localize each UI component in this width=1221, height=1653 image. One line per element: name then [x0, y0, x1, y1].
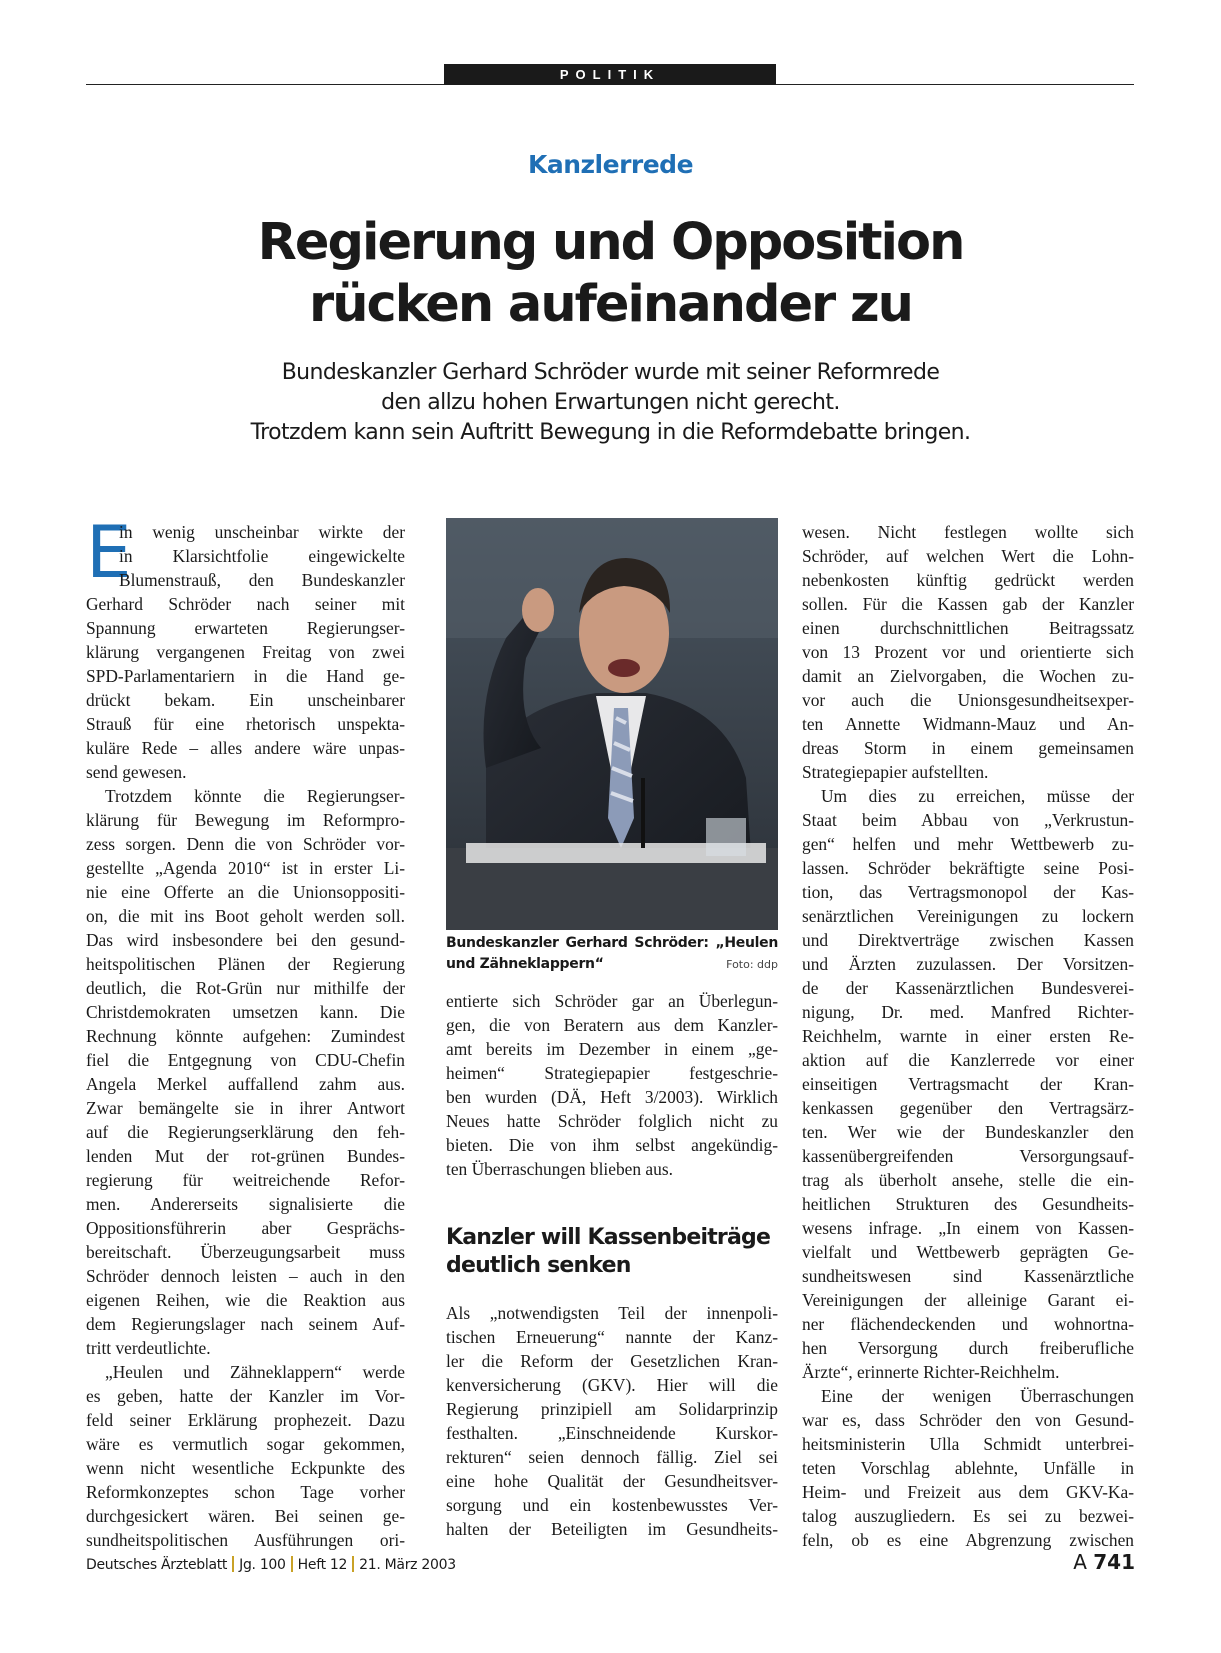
text-line: feln, ob es eine Abgrenzung zwischen [802, 1530, 1134, 1550]
footer-issue: Heft 12 [297, 1557, 348, 1573]
section-label: POLITIK [444, 64, 776, 85]
headline-line: Regierung und Opposition [257, 213, 964, 272]
text-line: Zwar bemängelte sie in ihrer Antwort [86, 1098, 405, 1118]
text-line: Christdemokraten umsetzen kann. Die [86, 1002, 405, 1022]
text-line: bieten. Die von ihm selbst angekündig- [446, 1135, 778, 1155]
headline-line: rücken aufeinander zu [309, 275, 912, 334]
text-line: sorgung und ein kostenbewusstes Ver- [446, 1495, 778, 1515]
text-line: es geben, hatte der Kanzler im Vor- [86, 1386, 405, 1406]
text-line: send gewesen. [86, 762, 187, 782]
column-3 [802, 520, 1134, 1552]
text-line: kuläre Rede – alles andere wäre unpas- [86, 738, 405, 758]
text-line: gen, die von Beratern aus dem Kanzler- [446, 1015, 778, 1035]
text-line: ten. Wer wie der Bundeskanzler den [802, 1122, 1134, 1142]
subheading [446, 1224, 786, 1280]
text-line: bereitschaft. Überzeugungsarbeit muss [86, 1242, 405, 1262]
deck-line: Bundeskanzler Gerhard Schröder wurde mit seiner Reformrede [281, 360, 940, 385]
text-line: tischen Erneuerung“ nannte der Kanz- [446, 1327, 778, 1347]
caption-line: Bundeskanzler Gerhard Schröder: „Heulen [446, 935, 778, 951]
text-line: hen Versorgung durch freiberufliche [802, 1338, 1134, 1358]
text-line: Neues hatte Schröder folglich nicht zu [446, 1111, 778, 1131]
text-line: gestellte „Agenda 2010“ ist in erster Li- [86, 858, 405, 878]
text-line: Regierung prinzipiell am Solidarprinzip [446, 1399, 778, 1419]
text-line: on, die mit ins Boot geholt werden soll. [86, 906, 405, 926]
text-line: kenkassen gegenüber den Vertragsärz- [802, 1098, 1134, 1118]
text-line: heitlichen Strukturen des Gesundheits- [802, 1194, 1134, 1214]
text-line: Schröder dennoch leisten – auch in den [86, 1266, 405, 1286]
text-line: SPD-Parlamentariern in die Hand ge- [86, 666, 405, 686]
text-line: gen“ helfen und mehr Wettbewerb zu- [802, 834, 1134, 854]
text-line: durchgesickert wären. Bei seinen ge- [86, 1506, 405, 1526]
text-line: Vereinigungen der alleinige Garant ei- [802, 1290, 1134, 1310]
text-line: deutlich, die Rot-Grün nur mithilfe der [86, 978, 405, 998]
text-line: Staat beim Abbau von „Verkrustun- [802, 810, 1134, 830]
text-line: ler die Reform der Gesetzlichen Kran- [446, 1351, 778, 1371]
text-line: wäre es vermutlich sogar gekommen, [86, 1434, 405, 1454]
deck-line: den allzu hohen Erwartungen nicht gerecht. [381, 390, 840, 415]
text-line: wesens infrage. „In einem von Kassen- [802, 1218, 1134, 1238]
text-line: Oppositionsführerin aber Gesprächs- [86, 1218, 405, 1238]
text-line: in Klarsichtfolie eingewickelte [119, 546, 405, 566]
text-line: ten Annette Widmann-Mauz und An- [802, 714, 1134, 734]
text-line: ner flächendeckenden und wohnortna- [802, 1314, 1134, 1334]
text-line: kenversicherung (GKV). Hier will die [446, 1375, 778, 1395]
text-line: aktion auf die Kanzlerrede vor einer [802, 1050, 1134, 1070]
text-line: Gerhard Schröder nach seiner mit [86, 594, 405, 614]
text-line: senärztlichen Vereinigungen zu lockern [802, 906, 1134, 926]
text-line: Reformkonzeptes schon Tage vorher [86, 1482, 405, 1502]
footer [86, 1556, 456, 1573]
deck [0, 358, 1221, 448]
text-line: klärung für Bewegung im Reformpro- [86, 810, 405, 830]
text-line: auf die Regierungserklärung den feh- [86, 1122, 405, 1142]
text-line: heitsministerin Ulla Schmidt unterbrei- [802, 1434, 1134, 1454]
text-line: lenden Mut der rot-grünen Bundes- [86, 1146, 405, 1166]
text-line: und Ärzten zuzulassen. Der Vorsitzen- [802, 954, 1134, 974]
text-line: war es, dass Schröder den von Gesund- [802, 1410, 1134, 1430]
text-line: zess sorgen. Denn die von Schröder vor- [86, 834, 405, 854]
deck-line: Trotzdem kann sein Auftritt Bewegung in die Reformdebatte bringen. [250, 420, 971, 445]
footer-volume: Jg. 100 [239, 1557, 286, 1573]
text-line: vor auch die Unionsgesundheitsexper- [802, 690, 1134, 710]
photo-chancellor [446, 518, 778, 930]
text-line: tritt verdeutlichte. [86, 1338, 211, 1358]
column-2 [446, 989, 778, 1181]
text-line: Trotzdem könnte die Regierungser- [105, 786, 405, 806]
text-line: Als „notwendigsten Teil der innenpoli- [446, 1303, 778, 1323]
text-line: vielfalt und Wettbewerb geprägten Ge- [802, 1242, 1134, 1262]
text-line: kassenübergreifenden Versorgungsauf- [802, 1146, 1134, 1166]
text-line: halten der Beteiligten im Gesundheits- [446, 1519, 778, 1539]
photo-credit: Foto: ddp [726, 958, 778, 971]
text-line: men. Andererseits signalisierte die [86, 1194, 405, 1214]
text-line: rekturen“ seien dennoch fällig. Ziel sei [446, 1447, 778, 1467]
text-line: lassen. Schröder bekräftigte seine Posi- [802, 858, 1134, 878]
text-line: eigenen Reihen, wie die Reaktion aus [86, 1290, 405, 1310]
text-line: damit an Zielvorgaben, die Wochen zu- [802, 666, 1134, 686]
photo-image [446, 518, 778, 930]
text-line: fiel die Entgegnung von CDU-Chefin [86, 1050, 405, 1070]
text-line: de der Kassenärztlichen Bundesverei- [802, 978, 1134, 998]
column-2-continued [446, 1301, 778, 1541]
text-line: eine hohe Qualität der Gesundheitsver- [446, 1471, 778, 1491]
text-line: Strauß für eine rhetorisch unspekta- [86, 714, 405, 734]
text-line: Spannung erwarteten Regierungser- [86, 618, 405, 638]
text-line: sundheitswesen sind Kassenärztliche [802, 1266, 1134, 1286]
text-line: Eine der wenigen Überraschungen [821, 1386, 1134, 1406]
footer-journal: Deutsches Ärzteblatt [86, 1557, 228, 1573]
text-line: wenn nicht wesentliche Eckpunkte des [86, 1458, 405, 1478]
text-line: Heim- und Freizeit aus dem GKV-Ka- [802, 1482, 1134, 1502]
text-line: heitspolitischen Plänen der Regierung [86, 954, 405, 974]
page-prefix: A [1073, 1550, 1087, 1574]
text-line: nie eine Offerte an die Unionsoppositi- [86, 882, 405, 902]
text-line: Schröder, auf welchen Wert die Lohn- [802, 546, 1134, 566]
text-line: klärung vergangenen Freitag von zwei [86, 642, 405, 662]
text-line: festhalten. „Einschneidende Kurskor- [446, 1423, 778, 1443]
text-line: tion, das Vertragsmonopol der Kas- [802, 882, 1134, 902]
text-line: sollen. Für die Kassen gab der Kanzler [802, 594, 1134, 614]
text-line: regierung für weitreichende Refor- [86, 1170, 405, 1190]
page-value: 741 [1093, 1550, 1135, 1574]
text-line: „Heulen und Zähneklappern“ werde [105, 1362, 405, 1382]
text-line: wesen. Nicht festlegen wollte sich [802, 522, 1134, 542]
text-line: Um dies zu erreichen, müsse der [821, 786, 1134, 806]
text-line: nigung, Dr. med. Manfred Richter- [802, 1002, 1134, 1022]
text-line: nebenkosten künftig gedrückt werden [802, 570, 1134, 590]
text-line: in wenig unscheinbar wirkte der [119, 522, 405, 542]
footer-separator [291, 1556, 293, 1572]
column-1 [86, 510, 405, 1552]
text-line: dreas Storm in einem gemeinsamen [802, 738, 1134, 758]
text-line: sundheitspolitischen Ausführungen ori- [86, 1530, 405, 1550]
text-line: feld seiner Erklärung prophezeit. Dazu [86, 1410, 405, 1430]
footer-separator [232, 1556, 234, 1572]
text-line: trag als überholt ansehe, stelle die ein- [802, 1170, 1134, 1190]
text-line: talog auszugliedern. Es sei zu bezwei- [802, 1506, 1134, 1526]
text-line: amt bereits im Dezember in einem „ge- [446, 1039, 778, 1059]
text-line: Rechnung könnte aufgehen: Zumindest [86, 1026, 405, 1046]
text-line: Blumenstrauß, den Bundeskanzler [119, 570, 405, 590]
text-line: Strategiepapier aufstellten. [802, 762, 989, 782]
text-line: Reichhelm, warnte in einer ersten Re- [802, 1026, 1134, 1046]
text-line: teten Vorschlag ablehnte, Unfälle in [802, 1458, 1134, 1478]
photo-caption [446, 933, 778, 975]
headline [0, 212, 1221, 336]
text-line: Angela Merkel auffallend zahm aus. [86, 1074, 405, 1094]
text-line: entierte sich Schröder gar an Überlegun- [446, 991, 778, 1011]
text-line: und Direktverträge zwischen Kassen [802, 930, 1134, 950]
footer-date: 21. März 2003 [359, 1557, 456, 1573]
text-line: von 13 Prozent vor und orientierte sich [802, 642, 1134, 662]
text-line: heimen“ Strategiepapier festgeschrie- [446, 1063, 778, 1083]
text-line: Ärzte“, erinnerte Richter-Reichhelm. [802, 1362, 1060, 1382]
footer-separator [352, 1556, 354, 1572]
text-line: einseitigen Vertragsmacht der Kran- [802, 1074, 1134, 1094]
caption-line: und Zähneklappern“ [446, 956, 604, 972]
kicker: Kanzlerrede [527, 150, 694, 179]
text-line: ten Überraschungen blieben aus. [446, 1159, 673, 1179]
drop-cap: E [86, 510, 132, 594]
subheading-line: deutlich senken [446, 1253, 631, 1278]
page-number [1073, 1550, 1135, 1574]
text-line: einen durchschnittlichen Beitragssatz [802, 618, 1134, 638]
text-line: ben wurden (DÄ, Heft 3/2003). Wirklich [446, 1087, 778, 1107]
text-line: dem Regierungslager nach seinem Auf- [86, 1314, 405, 1334]
subheading-line: Kanzler will Kassenbeiträge [446, 1225, 771, 1250]
text-line: drückt bekam. Ein unscheinbarer [86, 690, 405, 710]
text-line: Das wird insbesondere bei den gesund- [86, 930, 405, 950]
